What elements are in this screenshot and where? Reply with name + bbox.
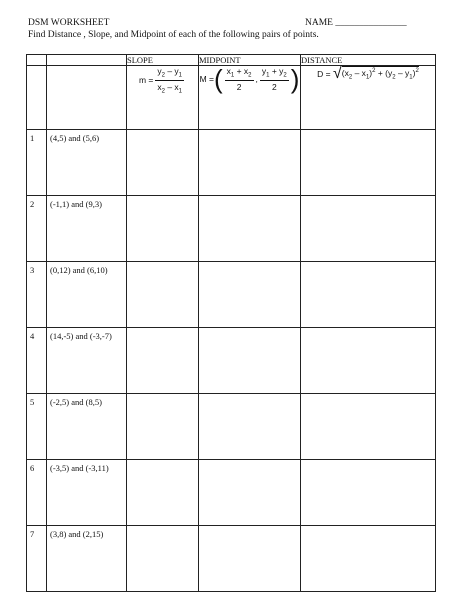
- table-row: [27, 526, 436, 592]
- point-pair: (-2,5) and (8,5): [47, 394, 127, 460]
- slope-answer-cell[interactable]: [127, 526, 199, 592]
- slope-fraction: $\frac{y_2 - y_1}{x_2 - x_1}$: [157, 66, 183, 95]
- table-row: [27, 460, 436, 526]
- point-pair: (-1,1) and (9,3): [47, 196, 127, 262]
- header-row: [27, 55, 436, 66]
- midpoint-answer-cell[interactable]: [199, 130, 301, 196]
- distance-answer-cell[interactable]: [301, 130, 436, 196]
- distance-answer-cell[interactable]: [301, 262, 436, 328]
- header-slope: SLOPE: [127, 55, 199, 66]
- row-number: 7: [27, 526, 47, 592]
- distance-answer-cell[interactable]: [301, 196, 436, 262]
- header-num-cell: [27, 55, 47, 66]
- table-row: [27, 262, 436, 328]
- distance-answer-cell[interactable]: [301, 460, 436, 526]
- midpoint-formula: M = ( $\frac{x_1 + x_2}{2}$ , $\frac{y_1 + y_2}{2}$ ): [199, 66, 301, 130]
- instructions: Find Distance , Slope, and Midpoint of each of the following pairs of points.: [28, 30, 319, 40]
- header-pair-cell: [47, 55, 127, 66]
- distance-answer-cell[interactable]: [301, 328, 436, 394]
- worksheet-table: [26, 54, 436, 592]
- row-number: 2: [27, 196, 47, 262]
- slope-lhs: m =: [138, 75, 154, 86]
- point-pair: (4,5) and (5,6): [47, 130, 127, 196]
- midpoint-lhs: M =: [199, 74, 214, 84]
- problem-rows: [27, 130, 436, 592]
- distance-formula: [301, 66, 436, 130]
- midpoint-answer-cell[interactable]: [199, 328, 301, 394]
- formula-num-cell: [27, 66, 47, 130]
- name-label: NAME _______________: [305, 18, 407, 28]
- formula-pair-cell: [47, 66, 127, 130]
- row-number: 3: [27, 262, 47, 328]
- header-midpoint: MIDPOINT: [199, 55, 301, 66]
- distance-answer-cell[interactable]: [301, 394, 436, 460]
- midpoint-answer-cell[interactable]: [199, 526, 301, 592]
- slope-answer-cell[interactable]: [127, 460, 199, 526]
- table-row: [27, 130, 436, 196]
- slope-formula: [127, 66, 199, 130]
- distance-lhs: D =: [317, 69, 331, 79]
- table-row: [27, 328, 436, 394]
- row-number: 6: [27, 460, 47, 526]
- midpoint-answer-cell[interactable]: [199, 196, 301, 262]
- worksheet-title: DSM WORKSHEET: [28, 18, 110, 28]
- point-pair: (3,8) and (2,15): [47, 526, 127, 592]
- slope-answer-cell[interactable]: [127, 394, 199, 460]
- midpoint-answer-cell[interactable]: [199, 394, 301, 460]
- point-pair: (-3,5) and (-3,11): [47, 460, 127, 526]
- point-pair: (14,-5) and (-3,-7): [47, 328, 127, 394]
- header-distance: DISTANCE: [301, 55, 436, 66]
- midpoint-answer-cell[interactable]: [199, 460, 301, 526]
- row-number: 5: [27, 394, 47, 460]
- point-pair: (0,12) and (6,10): [47, 262, 127, 328]
- slope-answer-cell[interactable]: [127, 196, 199, 262]
- midpoint-answer-cell[interactable]: [199, 262, 301, 328]
- row-number: 4: [27, 328, 47, 394]
- table-row: [27, 394, 436, 460]
- slope-answer-cell[interactable]: [127, 262, 199, 328]
- table-row: [27, 196, 436, 262]
- sqrt-symbol: √ $(x_2 - x_1)^2 + (y_2 - y_1)^2$: [333, 65, 419, 82]
- row-number: 1: [27, 130, 47, 196]
- formula-row: [27, 66, 436, 130]
- slope-answer-cell[interactable]: [127, 130, 199, 196]
- slope-answer-cell[interactable]: [127, 328, 199, 394]
- distance-answer-cell[interactable]: [301, 526, 436, 592]
